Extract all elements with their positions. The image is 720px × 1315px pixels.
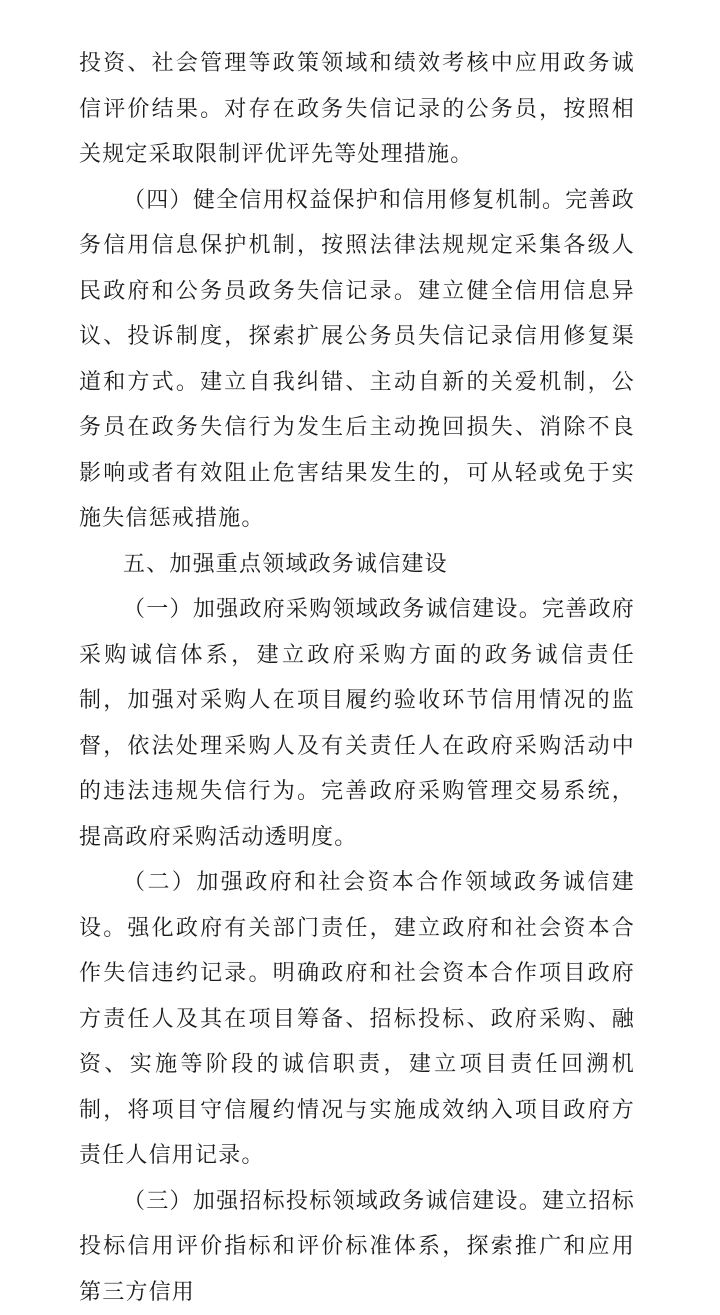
paragraph-bidding: （三）加强招标投标领域政务诚信建设。建立招标投标信用评价指标和评价标准体系，探索推广和应用第三方信用 — [79, 1179, 635, 1315]
paragraph-credit-repair: （四）健全信用权益保护和信用修复机制。完善政务信用信息保护机制，按照法律法规规定采集各级人民政府和公务员政务失信记录。建立健全信用信息异议、投诉制度，探索扩展公务员失信记录信用修复渠道和方式。建立自我纠错、主动自新的关爱机制，公务员在政务失信行为发生后主动挽回损失、消除不良影响或者有效阻止危害结果发生的，可从轻或免于实施失信惩戒措施。 — [79, 178, 635, 542]
paragraph-policy-application: 投资、社会管理等政策领域和绩效考核中应用政务诚信评价结果。对存在政务失信记录的公务员，按照相关规定采取限制评优评先等处理措施。 — [79, 41, 635, 178]
document-body — [79, 41, 635, 1315]
section-heading-key-areas: 五、加强重点领域政务诚信建设 — [79, 542, 635, 588]
paragraph-government-procurement: （一）加强政府采购领域政务诚信建设。完善政府采购诚信体系，建立政府采购方面的政务诚信责任制，加强对采购人在项目履约验收环节信用情况的监督，依法处理采购人及有关责任人在政府采购活动中的违法违规失信行为。完善政府采购管理交易系统，提高政府采购活动透明度。 — [79, 587, 635, 860]
paragraph-public-private-partnership: （二）加强政府和社会资本合作领域政务诚信建设。强化政府有关部门责任，建立政府和社会资本合作失信违约记录。明确政府和社会资本合作项目政府方责任人及其在项目筹备、招标投标、政府采购、融资、实施等阶段的诚信职责，建立项目责任回溯机制，将项目守信履约情况与实施成效纳入项目政府方责任人信用记录。 — [79, 860, 635, 1179]
